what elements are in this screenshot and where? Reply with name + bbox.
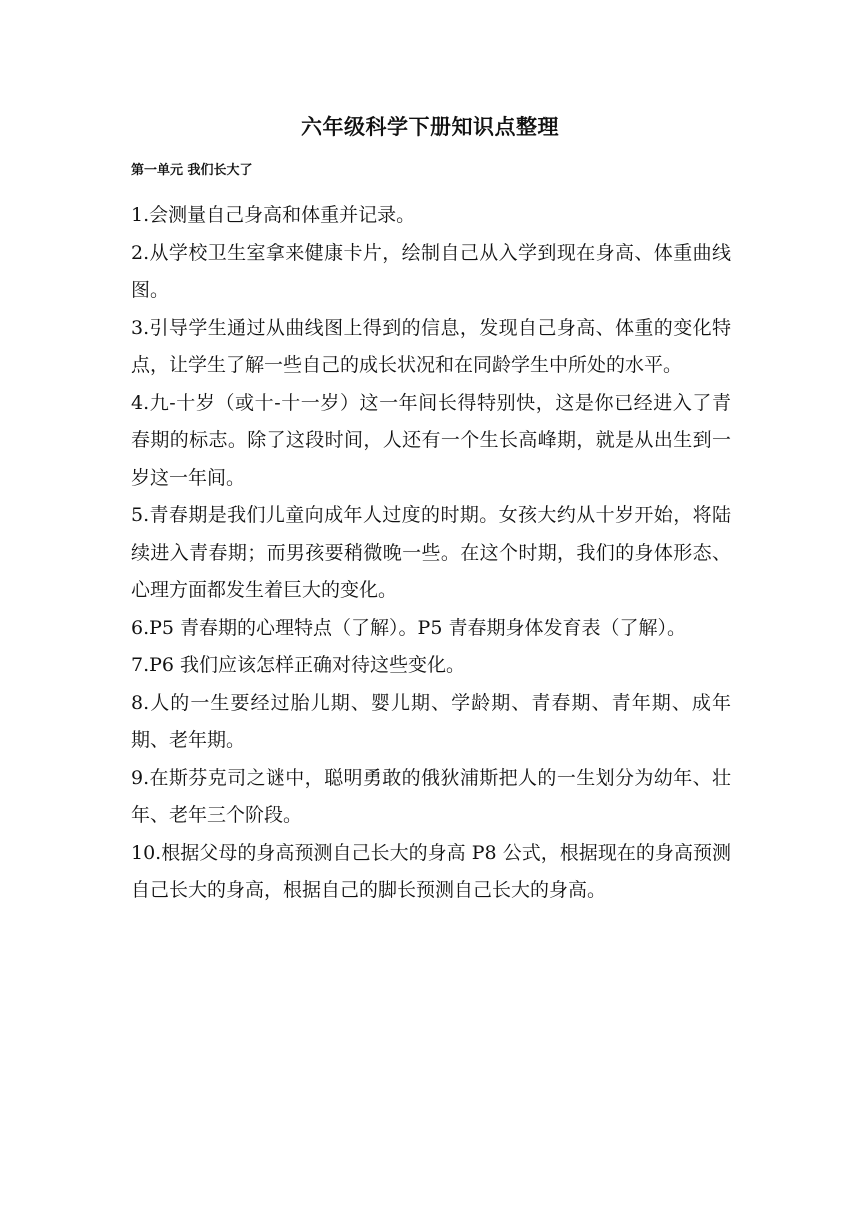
knowledge-item-9: 9.在斯芬克司之谜中，聪明勇敢的俄狄浦斯把人的一生划分为幼年、壮年、老年三个阶段。	[131, 766, 731, 826]
knowledge-item-10: 10.根据父母的身高预测自己长大的身高 P8 公式，根据现在的身高预测自己长大的身高，根据自己的脚长预测自己长大的身高。	[131, 841, 731, 901]
knowledge-item-6: 6.P5 青春期的心理特点（了解）。P5 青春期身体发育表（了解）。	[131, 616, 686, 639]
knowledge-item-5: 5.青春期是我们儿童向成年人过度的时期。女孩大约从十岁开始，将陆续进入青春期；而男孩要稍微晚一些。在这个时期，我们的身体形态、心理方面都发生着巨大的变化。	[131, 504, 731, 601]
unit-heading: 第一单元 我们长大了	[131, 163, 253, 178]
document-title: 六年级科学下册知识点整理	[301, 114, 559, 139]
knowledge-item-7: 7.P6 我们应该怎样正确对待这些变化。	[131, 654, 466, 676]
knowledge-list	[131, 197, 731, 910]
knowledge-item-8: 8.人的一生要经过胎儿期、婴儿期、学龄期、青春期、青年期、成年期、老年期。	[131, 691, 731, 751]
knowledge-item-1: 1.会测量自己身高和体重并记录。	[131, 204, 416, 226]
knowledge-item-4: 4.九-十岁（或十-十一岁）这一年间长得特别快，这是你已经进入了青春期的标志。除了这段时间，人还有一个生长高峰期，就是从出生到一岁这一年间。	[131, 391, 731, 489]
knowledge-item-2: 2.从学校卫生室拿来健康卡片，绘制自己从入学到现在身高、体重曲线图。	[131, 241, 731, 301]
knowledge-item-3: 3.引导学生通过从曲线图上得到的信息，发现自己身高、体重的变化特点，让学生了解一些自己的成长状况和在同龄学生中所处的水平。	[131, 316, 731, 376]
